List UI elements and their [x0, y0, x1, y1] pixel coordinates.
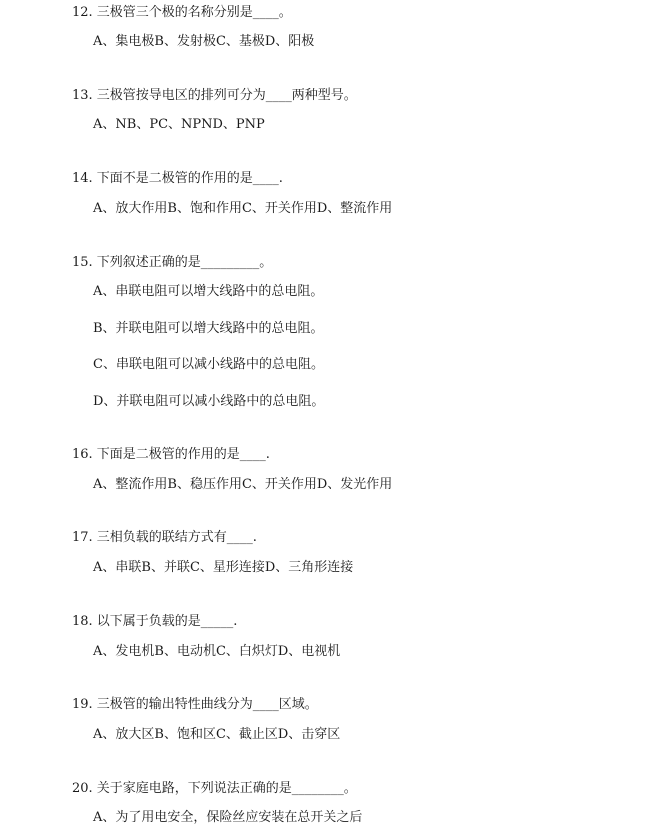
question-13-stem: 13. 三极管按导电区的排列可分为____两种型号。: [72, 88, 357, 103]
question-20-stem: 20. 关于家庭电路，下列说法正确的是________。: [72, 781, 357, 796]
question-20-option-a: A、为了用电安全，保险丝应安装在总开关之后: [93, 810, 363, 825]
question-19-stem: 19. 三极管的输出特性曲线分为____区域。: [72, 697, 318, 712]
question-12-stem: 12. 三极管三个极的名称分别是____。: [72, 5, 292, 20]
question-15-option-a: A、串联电阻可以增大线路中的总电阻。: [93, 284, 324, 299]
question-14-stem: 14. 下面不是二极管的作用的是____.: [72, 171, 283, 186]
question-14-options: A、放大作用B、饱和作用C、开关作用D、整流作用: [93, 201, 393, 216]
question-15-stem: 15. 下列叙述正确的是_________。: [72, 255, 273, 270]
question-16-stem: 16. 下面是二极管的作用的是____.: [72, 447, 270, 462]
question-19-options: A、放大区B、饱和区C、截止区D、击穿区: [93, 727, 341, 742]
question-17-options: A、串联B、并联C、星形连接D、三角形连接: [93, 560, 354, 575]
question-17-stem: 17. 三相负载的联结方式有____.: [72, 530, 257, 545]
question-15-option-b: B、并联电阻可以增大线路中的总电阻。: [93, 321, 324, 336]
question-15-option-c: C、串联电阻可以减小线路中的总电阻。: [93, 357, 324, 372]
question-18-stem: 18. 以下属于负载的是_____.: [72, 614, 238, 629]
question-15-option-d: D、并联电阻可以减小线路中的总电阻。: [93, 394, 325, 409]
question-13-options: A、NB、PC、NPND、PNP: [93, 117, 265, 132]
question-16-options: A、整流作用B、稳压作用C、开关作用D、发光作用: [93, 477, 393, 492]
question-18-options: A、发电机B、电动机C、白炽灯D、电视机: [93, 644, 341, 659]
question-12-options: A、集电极B、发射极C、基极D、阳极: [93, 34, 315, 49]
